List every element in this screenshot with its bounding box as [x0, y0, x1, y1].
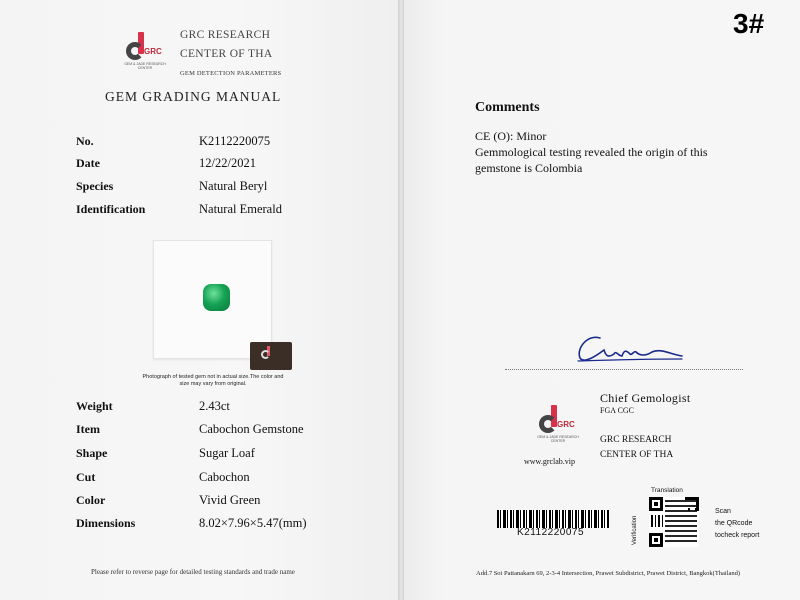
field-label-shape: Shape [76, 446, 108, 460]
field-label-identification: Identification [76, 202, 146, 216]
seal-sticker [250, 342, 292, 370]
scan-line-1: Scan [715, 508, 731, 515]
qr-code[interactable] [649, 497, 699, 547]
field-value-shape: Sugar Loaf [199, 446, 255, 460]
signature-image [570, 326, 690, 366]
org-line-1: GRC RESEARCH [600, 435, 672, 445]
field-label-weight: Weight [76, 399, 113, 413]
org-line-2: CENTER OF THA [600, 450, 674, 460]
signer-credentials: FGA CGC [600, 406, 635, 415]
field-value-weight: 2.43ct [199, 399, 230, 413]
org-name-right [600, 433, 673, 463]
field-label-no: No. [76, 134, 94, 148]
left-footer-note: Please refer to reverse page for detailed testing standards and trade name [91, 568, 295, 576]
comment-line-3: gemstone is Colombia [475, 161, 583, 175]
field-value-cut: Cabochon [199, 470, 250, 484]
field-label-item: Item [76, 422, 100, 436]
field-label-dimensions: Dimensions [76, 516, 136, 530]
scan-line-2: the QRcode [715, 520, 753, 527]
field-value-color: Vivid Green [199, 493, 261, 507]
barcode-number: K2112220075 [517, 527, 585, 538]
field-value-dimensions: 8.02×7.96×5.47(mm) [199, 516, 307, 530]
field-value-identification: Natural Emerald [199, 202, 282, 216]
signature-line [505, 369, 743, 370]
translation-label: Translation [651, 487, 683, 494]
org-line-2: CENTER OF THA [180, 48, 273, 60]
grc-logo: GRC GEM & JADE RESEARCH CENTER [537, 405, 577, 449]
comments-title: Comments [475, 100, 540, 115]
website-url: www.grclab.vip [524, 457, 576, 466]
gem-photo [203, 284, 230, 311]
field-value-item: Cabochon Gemstone [199, 422, 304, 436]
address-footer: Add.7 Soi Pattanakarn 69, 2-3-4 Intersection, Prawet Subdistrict, Prawet District, Bangkok(Thailand) [476, 570, 741, 577]
field-label-cut: Cut [76, 470, 96, 484]
field-value-species: Natural Beryl [199, 179, 268, 193]
page-title: GEM GRADING MANUAL [105, 89, 282, 104]
field-value-no: K2112220075 [199, 134, 271, 148]
scan-line-3: tocheck report [715, 532, 760, 539]
verification-label: Verification [632, 515, 638, 545]
org-name [180, 26, 273, 64]
comment-line-1: CE (O): Minor [475, 129, 547, 143]
field-label-date: Date [76, 156, 100, 170]
grc-logo: GRC GEM & JADE RESEARCH CENTER [124, 32, 164, 76]
image-number-badge: 3# [733, 8, 765, 39]
photo-note: Photograph of tested gem not in actual size.The color and size may vary from original. [142, 374, 284, 387]
tagline: GEM DETECTION PARAMETERS [180, 70, 282, 77]
comment-line-2: Gemmological testing revealed the origin of this [475, 145, 708, 159]
field-label-species: Species [76, 179, 114, 193]
barcode [497, 510, 609, 528]
org-line-1: GRC RESEARCH [180, 29, 271, 41]
signer-title: Chief Gemologist [600, 391, 691, 405]
scan-instructions [715, 506, 759, 542]
field-label-color: Color [76, 493, 106, 507]
field-value-date: 12/22/2021 [199, 156, 256, 170]
